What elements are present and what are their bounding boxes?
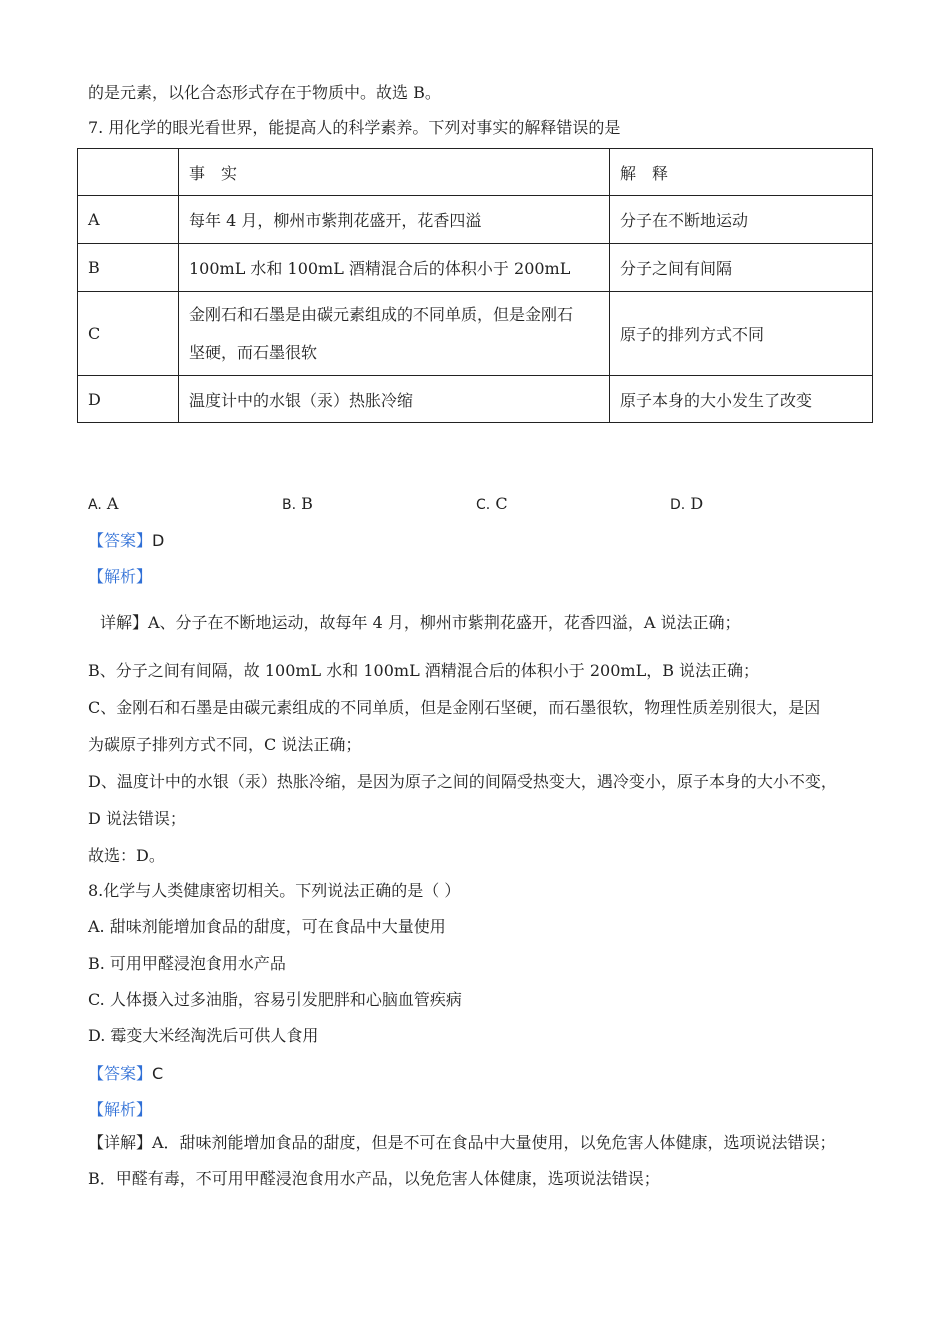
row-key: A <box>78 196 179 244</box>
answer-line <box>88 1061 163 1084</box>
explanation-line: C、金刚石和石墨是由碳元素组成的不同单质，但是金刚石坚硬，而石墨很软，物理性质差别很大，是因 <box>88 698 821 717</box>
header-cell-explanation: 解 释 <box>610 149 873 196</box>
option-b <box>282 494 313 513</box>
answer-value: C <box>152 1064 164 1083</box>
option-value: C <box>495 494 508 513</box>
previous-conclusion: 的是元素，以化合态形式存在于物质中。故选 B。 <box>88 83 441 102</box>
explanation-line: B．甲醛有毒，不可用甲醛浸泡食用水产品，以免危害人体健康，选项说法错误； <box>88 1169 660 1188</box>
analysis-label: 【解析】 <box>88 567 153 586</box>
header-cell-empty <box>78 149 179 196</box>
question-8-option-d: D. 霉变大米经淘洗后可供人食用 <box>88 1026 319 1045</box>
answer-label: 【答案】 <box>88 531 153 550</box>
option-letter: A. <box>88 497 102 513</box>
row-explanation: 分子之间有间隔 <box>610 244 873 292</box>
explanation-line: 详解】A、分子在不断地运动，故每年 4 月，柳州市紫荆花盛开，花香四溢，A 说法正确； <box>100 613 741 632</box>
table-row <box>78 244 873 292</box>
option-a <box>88 494 118 513</box>
question-8-stem: 8.化学与人类健康密切相关。下列说法正确的是（ ） <box>88 881 461 900</box>
explanation-line: 【详解】A．甜味剂能增加食品的甜度，但是不可在食品中大量使用，以免危害人体健康，选项说法错误； <box>88 1133 836 1152</box>
row-fact: 温度计中的水银（汞）热胀冷缩 <box>179 376 610 423</box>
row-explanation: 原子的排列方式不同 <box>610 292 873 376</box>
analysis-label: 【解析】 <box>88 1100 153 1119</box>
explanation-line: D 说法错误； <box>88 809 186 828</box>
question-8-option-c: C. 人体摄入过多油脂，容易引发肥胖和心脑血管疾病 <box>88 990 462 1009</box>
row-explanation: 分子在不断地运动 <box>610 196 873 244</box>
header-cell-fact: 事 实 <box>179 149 610 196</box>
row-fact: 100mL 水和 100mL 酒精混合后的体积小于 200mL <box>179 244 610 292</box>
option-letter: B. <box>282 497 297 513</box>
row-key: B <box>78 244 179 292</box>
option-d <box>670 494 703 513</box>
row-fact-line: 金刚石和石墨是由碳元素组成的不同单质，但是金刚石 <box>189 304 574 324</box>
question-7-stem: 7. 用化学的眼光看世界，能提高人的科学素养。下列对事实的解释错误的是 <box>88 118 621 137</box>
row-fact: 每年 4 月，柳州市紫荆花盛开，花香四溢 <box>179 196 610 244</box>
row-explanation: 原子本身的大小发生了改变 <box>610 376 873 423</box>
option-value: A <box>106 494 119 513</box>
row-key: D <box>78 376 179 423</box>
answer-value: D <box>152 531 165 550</box>
table-row <box>78 292 873 376</box>
answer-line <box>88 528 164 551</box>
row-fact-line: 坚硬，而石墨很软 <box>189 342 318 362</box>
explanation-line: D、温度计中的水银（汞）热胀冷缩，是因为原子之间的间隔受热变大，遇冷变小，原子本身的大小不变， <box>88 772 837 791</box>
table-row <box>78 376 873 423</box>
option-value: D <box>690 494 704 513</box>
option-value: B <box>301 494 313 513</box>
conclusion-line: 故选：D。 <box>88 846 165 865</box>
option-c <box>476 494 508 513</box>
question-8-option-b: B. 可用甲醛浸泡食用水产品 <box>88 954 286 973</box>
explanation-line: B、分子之间有间隔，故 100mL 水和 100mL 酒精混合后的体积小于 200mL，B 说法正确； <box>88 661 760 680</box>
question-8-option-a: A. 甜味剂能增加食品的甜度，可在食品中大量使用 <box>88 917 446 936</box>
table-row <box>78 196 873 244</box>
explanation-line: 为碳原子排列方式不同，C 说法正确； <box>88 735 362 754</box>
row-key: C <box>78 292 179 376</box>
option-letter: D. <box>670 497 686 513</box>
option-letter: C. <box>476 497 491 513</box>
answer-label: 【答案】 <box>88 1064 153 1083</box>
fact-explanation-table <box>77 148 873 423</box>
row-fact <box>179 292 610 376</box>
table-header-row <box>78 149 873 196</box>
